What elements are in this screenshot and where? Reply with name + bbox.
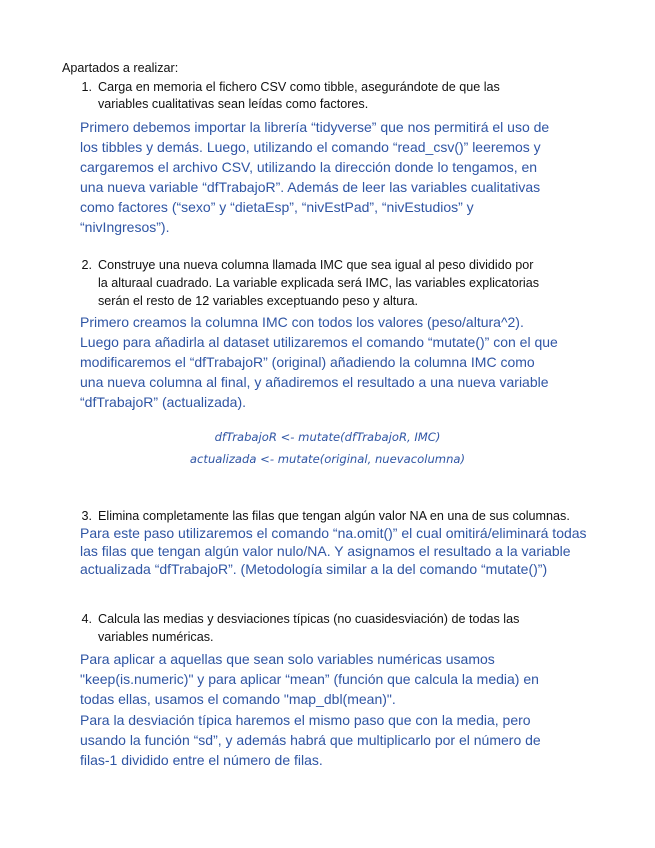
section-2-answer-line-3: modificaremos el “dfTrabajoR” (original) añadiendo la columna IMC como [80,354,535,370]
section-2-answer-line-4: una nueva columna al final, y añadiremos el resultado a una nueva variable [80,374,549,390]
section-3-answer-line-2: las filas que tengan algún valor nulo/NA. Y asignamos el resultado a la variable [80,543,571,559]
section-1-answer-line-4: una nueva variable “dfTrabajoR”. Además de leer las variables cualitativas [80,179,541,195]
section-2-answer-line-2: Luego para añadirla al dataset utilizaremos el comando “mutate()” con el que [80,334,558,350]
section-4-answer-line-3: todas ellas, usamos el comando "map_dbl(mean)". [80,691,396,707]
section-3-prompt-line-1: Elimina completamente las filas que tengan algún valor NA en una de sus columnas. [98,509,570,523]
section-4-answer-line-2: "keep(is.numeric)" y para aplicar “mean” (función que calcula la media) en [80,671,539,687]
section-2-answer-line-1: Primero creamos la columna IMC con todos los valores (peso/altura^2). [80,314,524,330]
section-2-code-line-1: dfTrabajoR <- mutate(dfTrabajoR, IMC) [214,430,441,444]
section-3-answer-line-3: actualizada “dfTrabajoR”. (Metodología similar a la del comando “mutate()”) [80,561,548,577]
section-4-number: 4. [81,612,92,626]
section-1-prompt-line-1: Carga en memoria el fichero CSV como tibble, asegurándote de que las [98,80,500,94]
section-2-code-line-2: actualizada <- mutate(original, nuevacolumna) [189,452,466,466]
section-1-answer-line-1: Primero debemos importar la librería “tidyverse” que nos permitirá el uso de [80,119,550,135]
section-4-answer2-line-2: usando la función “sd”, y además habrá que multiplicarlo por el número de [80,732,541,748]
section-1-prompt-line-2: variables cualitativas sean leídas como factores. [98,97,369,111]
section-3-number: 3. [81,509,92,523]
section-1-answer-line-6: “nivIngresos”). [80,219,170,235]
section-2-answer-line-5: “dfTrabajoR” (actualizada). [80,394,246,410]
section-1-answer-line-3: cargaremos el archivo CSV, utilizando la dirección donde lo tengamos, en [80,159,538,175]
section-2-number: 2. [81,258,92,272]
section-4-answer-line-1: Para aplicar a aquellas que sean solo variables numéricas usamos [80,651,495,667]
section-2-prompt-line-2: la alturaal cuadrado. La variable explicada será IMC, las variables explicatorias [98,276,540,290]
section-1-answer-line-2: los tibbles y demás. Luego, utilizando el comando “read_csv()” leeremos y [80,139,541,155]
section-2-prompt-line-3: serán el resto de 12 variables exceptuando peso y altura. [98,294,418,308]
intro-heading: Apartados a realizar: [62,61,179,75]
section-2-prompt-line-1: Construye una nueva columna llamada IMC que sea igual al peso dividido por [98,258,534,272]
section-4-prompt-line-2: variables numéricas. [98,630,214,644]
section-4-prompt-line-1: Calcula las medias y desviaciones típicas (no cuasidesviación) de todas las [98,612,520,626]
section-1-number: 1. [81,80,92,94]
section-3-answer-line-1: Para este paso utilizaremos el comando “na.omit()” el cual omitirá/eliminará todas [80,525,587,541]
section-4-answer2-line-1: Para la desviación típica haremos el mismo paso que con la media, pero [80,712,531,728]
section-4-answer2-line-3: filas-1 dividido entre el número de filas. [80,752,323,768]
section-1-answer-line-5: como factores (“sexo” y “dietaEsp”, “nivEstPad”, “nivEstudios” y [80,199,474,215]
